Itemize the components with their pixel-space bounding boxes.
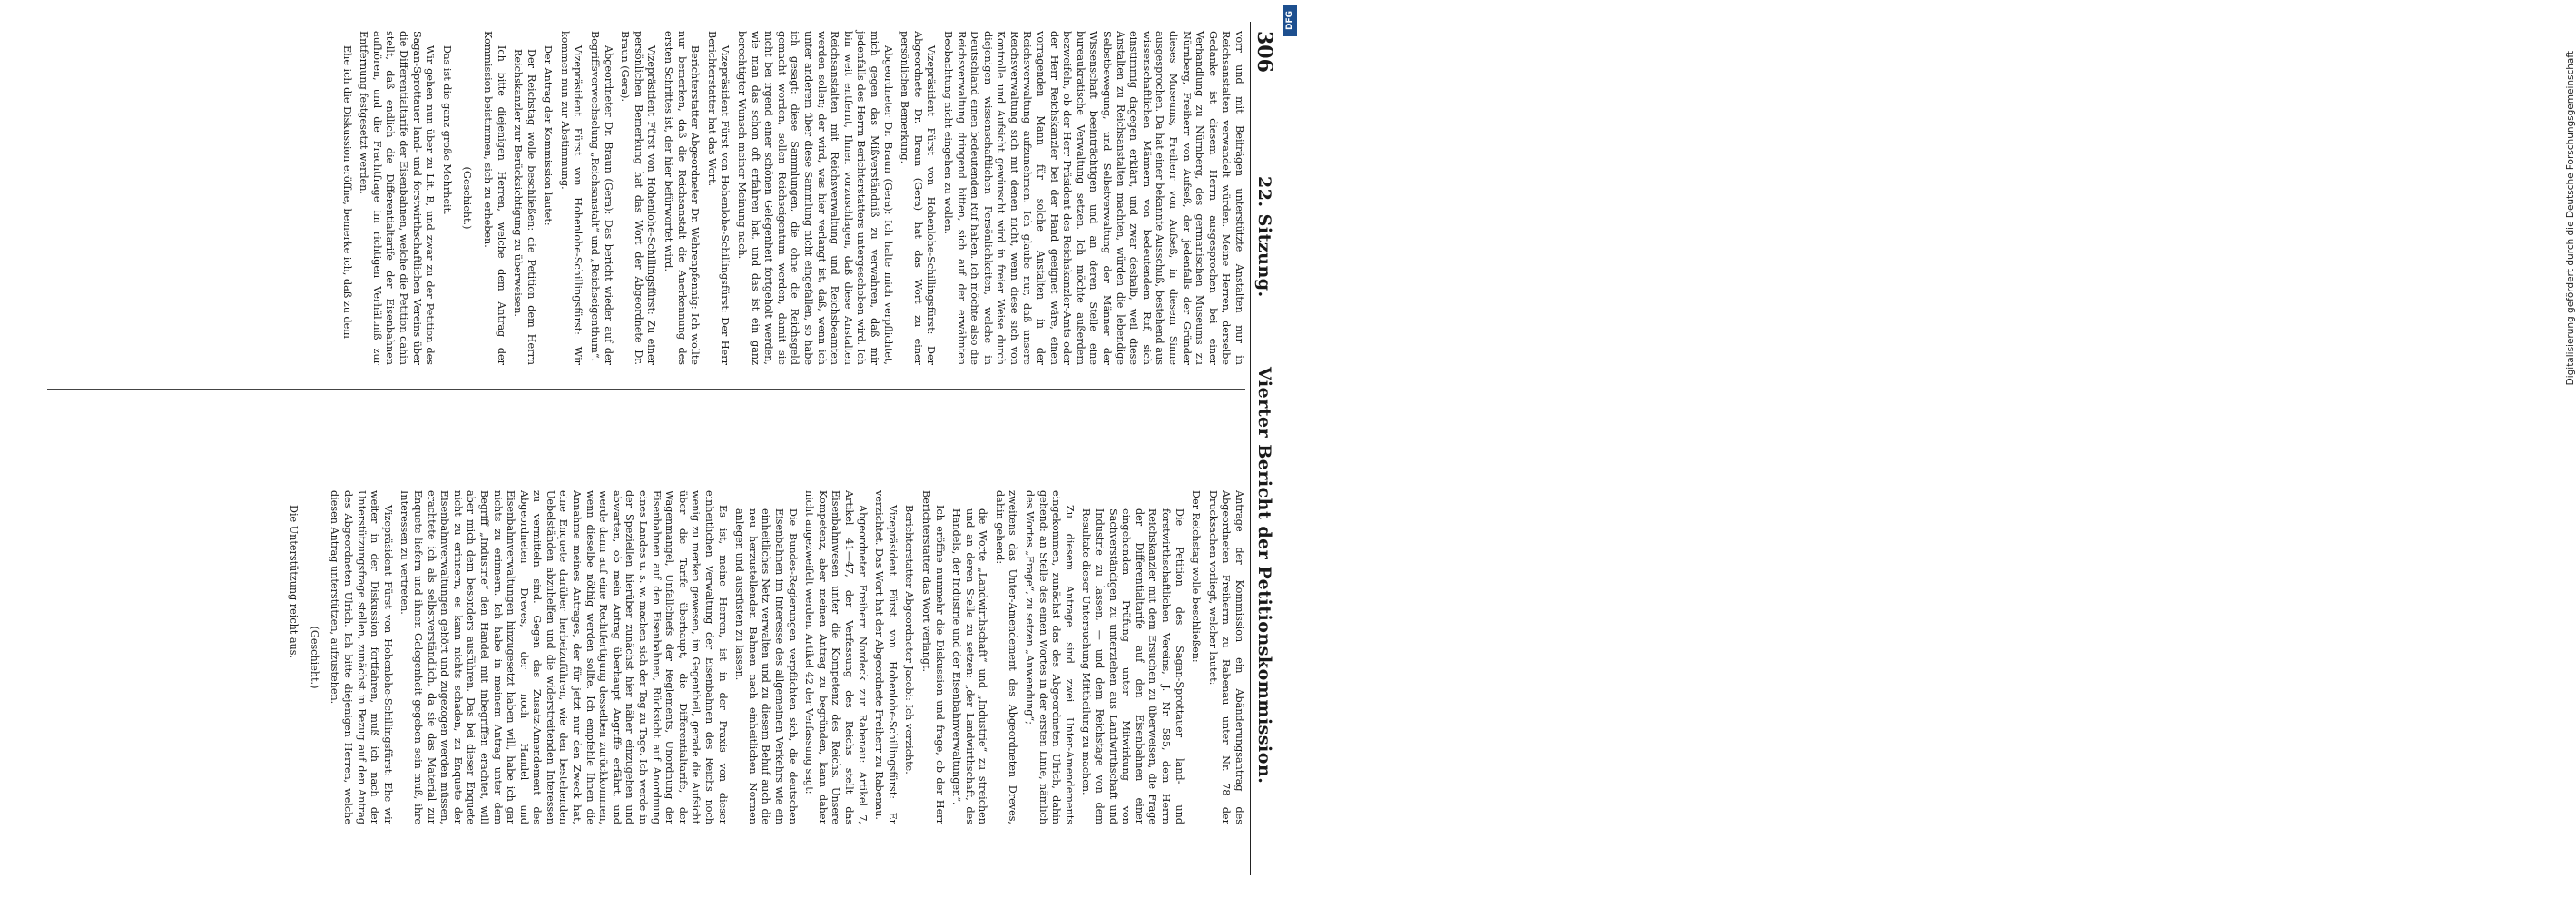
paragraph: Antrage der Kommission ein Abänderungsantrag des Abgeordneten Freiherrn zu Rabenau unter Nr. 78 der Drucksachen vorliegt, welcher lautet: xyxy=(1206,490,1245,824)
left-text-column xyxy=(38,31,1245,365)
paragraph: Die Unterstützung reicht aus. xyxy=(288,505,300,659)
paragraph: Vizepräsident Fürst von Hohenlohe-Schillingsfürst: Ehe wir weiter in der Diskussion fortfahren, muß ich nach der Unterstützungsfrage stellen, zunächst in Bezug auf den Antrag des Abgeordneten Ulrich. Ich bitte diejenigen Herren, welche diesen Antrag unterstützen, aufzustehen. xyxy=(329,490,394,824)
column-divider xyxy=(47,389,1245,390)
paragraph: Vizepräsident Fürst von Hohenlohe-Schillingsfürst: Zu einer persönlichen Bemerkung hat das Wort der Abgeordnete Dr. Braun (Gera). xyxy=(619,31,658,365)
paragraph: Ich eröffne nunmehr die Diskussion und frage, ob der Herr Berichterstatter das Wort verlangt. xyxy=(919,490,946,824)
motion-text: die Worte „Landwirthschaft“ und „Industrie“ zu streichen und an deren Stelle zu setzen: „der Landwirthschaft, des Handels, der Industrie und der Eisenbahnverwaltungen“. xyxy=(950,508,989,824)
paragraph: Wir gehen nun über zu Lit. B, und zwar zu der Petition des Sagan-Sprottauer land- und forstwirthschaftlichen Vereins über die Differentialtarife der Eisenbahnen, welche die Petition dahin stellt, daß endlich die Differentialtarife der Eisenbahnen aufhören, und die Frachtfrage im richtigen Verhältniß zur Entfernung festgesetzt werden. xyxy=(358,31,437,365)
paragraph: Ehe ich die Diskussion eröffne, bemerke ich, daß zu dem xyxy=(340,45,353,339)
page-header xyxy=(1250,22,1282,875)
paragraph: Abgeordneter Dr. Braun (Gera): Das bericht wieder auf der Begriffsverwechselung „Reichsanstalt“ und „Reichseigenthum“. xyxy=(589,31,615,365)
paragraph: Der Antrag der Kommission lautet: xyxy=(542,45,555,226)
paragraph: Berichterstatter Abgeordneter Jacobi: Ich verzichte. xyxy=(903,505,916,775)
paragraph: Es ist, meine Herren, ist in der Praxis von dieser einheitlichen Verwaltung der Eisenbahnen des Reichs noch wenig zu merken gewesen, im Gegentheil, gerade die Aufsicht über die Tarife überhaupt, die Differentialtarife, der Wagenmangel, Unfallchiefs der Reglements, Unordnung der Eisenbahnen auf den Eisenbahnen, Rücksicht auf Anordnung eines Landes u. s. w. machen sich der Tag zu Tage. Ich werde in der Speziellen hierüber zunächst hier näher einzugehen und abwarten, ob mein Antrag überhaupt Angriffe erfährt, und werde dann auf eine Rechtfertigung desselben zurückkommen, wenn dieselbe nöthig werden sollte. Ich empfehle Ihnen die Annahme meines Antrages, der für jetzt nur den Zweck hat, eine Enquete darüber herbeizuführen, wie den bestehenden Uebelständen abzuhelfen und die widerstreitenden Interessen zu vermitteln sind. Gegen das Zusatz-Amendement des Abgeordneten Dreves, der noch Handel und Eisenbahnverwaltungen hinzugesetzt haben will, habe ich gar nichts zu erinnern. Ich habe in meinem Antrag unter dem Begriff „Industrie“ den Handel mit inbegriffen erachtet, will aber mich dem besonders ausführen. Das bei dieser Enquete nicht zu erinnern, es kann nichts schaden, zu Enquete der Eisenbahnverwaltungen gehört und zugezogen werden müssen, erachtete ich als selbstverständlich, da sie das Material zur Enquete liefern und ihnen Gelegenheit gegeben sein muß, ihre Interessen zu vertreten. xyxy=(398,490,729,824)
paragraph: Das ist die ganz große Mehrheit. xyxy=(440,45,453,215)
page-number: 306 xyxy=(1253,31,1276,73)
paragraph: Berichterstatter Abgeordneter Dr. Wehrenpfennig: Ich wollte nur bemerken, daß die Reichsanstalt die Anerkennung des ersten Schrittes ist, der hier befürwortet wird. xyxy=(663,31,702,365)
session-label: 22. Sitzung. xyxy=(1254,176,1274,298)
paragraph: Vizepräsident Fürst von Hohenlohe-Schillingsfürst: Der Abgeordnete Dr. Braun (Gera) hat das Wort zu einer persönlichen Bemerkung. xyxy=(899,31,938,365)
paragraph: zweitens das Unter-Amendement des Abgeordneten Dreves, dahin gehend: xyxy=(993,490,1019,824)
paragraph: Zu diesem Antrage sind zwei Unter-Amendements eingekommen, zunächst das des Abgeordneten Ulrich, dahin gehend: an Stelle des einen Wortes in der ersten Linie, nämlich des Wortes „Frage“, zu setzen „Anwendung“; xyxy=(1024,490,1076,824)
motion-text: Die Petition des Sagan-Sprottauer land- und forstwirthschaftlichen Vereins, J. Nr. 585, dem Herrn Reichskanzler mit dem Ersuchen zu überweisen, die Frage der Differentialtarife auf den Eisenbahnen einer eingehenden Prüfung unter Mitwirkung von Sachverständigen zu unterziehen aus Landwirthschaft und Industrie zu lassen, — und dem Reichstage von dem Resultate dieser Untersuchung Mittheilung zu machen. xyxy=(1080,508,1185,824)
dfg-logo xyxy=(1283,5,1297,36)
paragraph: Ich bitte diejenigen Herren, welche dem Antrag der Kommission beistimmen, sich zu erheben. xyxy=(481,31,507,365)
paragraph: Vizepräsident Fürst von Hohenlohe-Schillingsfürst: Er verzichtet. Das Wort hat der Abgeordnete Freiherr zu Rabenau. xyxy=(873,490,899,824)
paragraph: Abgeordneter Dr. Braun (Gera): Ich halte mich verpflichtet, mich gegen das Mißverständniß zu verwahren, daß mir jedenfalls des Herrn Berichterstatters untergeschoben wird. Ich bin weit entfernt, Ihnen vorzuschlagen, daß diese Anstalten Reichsanstalten mit Reichsverwaltung und Reichsbeamten werden sollen; der wird, was hier verlangt ist, daß, wenn ich unter anderem über diese Sammlung nicht eingefallen, so habe ich gesagt: diese Sammlungen, die ohne die Reichsgeld gemacht worden, sollen Reichseigentum werden, damit sie nicht bei irgend einer schönen Gelegenheit fortgeholt werden, wie man das schon oft erfahren hat, und das ist ein ganz berechtigter Wunsch meiner Meinung nach. xyxy=(736,31,894,365)
paragraph: Abgeordneter Freiherr Nordeck zur Rabenau: Artikel 7, Artikel 41—47, der Verfassung des Reichs stellt das Eisenbahnwesen unter die Kompetenz des Reichs. Unsere Kompetenz, aber meinen Antrag zu begründen, kann daher nicht angezweifelt werden. Artikel 42 der Verfassung sagt: xyxy=(803,490,869,824)
motion-text: Die Bundes-Regierungen verpflichten sich, die deutschen Eisenbahnen im Interesse des allgemeinen Verkehrs wie ein einheitliches Netz verwalten und zu diesem Behuf auch die neu herzustellenden Bahnen nach einheitlichen Normen anlegen und ausrüsten zu lassen. xyxy=(733,508,799,824)
right-text-column xyxy=(38,490,1245,824)
running-title: Vierter Bericht der Petitionskommission. xyxy=(1254,367,1274,785)
paragraph: Vizepräsident Fürst von Hohenlohe-Schillingsfürst: Wir kommen nun zur Abstimmung. xyxy=(558,31,585,365)
dfg-logo-text: DFG xyxy=(1285,11,1294,31)
stage-direction: (Geschieht.) xyxy=(461,166,474,230)
stage-direction: (Geschieht.) xyxy=(308,626,320,689)
motion-text: Der Reichstag wolle beschließen: die Petition dem Herrn Reichskanzler zur Berücksichtigung zu überweisen. xyxy=(512,49,537,365)
paragraph: Vizepräsident Fürst von Hohenlohe-Schillingsfürst: Der Herr Berichterstatter hat das Wort. xyxy=(705,31,732,365)
paragraph: vorr und mit Beiträgen unterstützte Anstalten nur in Reichsanstalten verwandelt würden. Meine Herren, derselbe Gedanke ist diesem Herrn ausgesprochen bei einer Verhandlung zu Nürnberg, des germanischen Museums zu Nürnberg, Freiherr von Aufseß, der jedenfalls der Gründer dieses Museums, Freiherr von Aufseß, in diesem Sinne ausgesprochen. Da hat einer bekannte Ausschuß, bestehend aus wissenschaftlichen Männern von bedeutendem Ruf, sich einstimmig dagegen erklärt, und zwar deshalb, weil diese Anstalten zu Reichsanstalten machten, würden die lebendige Selbstbewegung, und Selbstverwaltung der Männer der Wissenschaft beeinträchtigen und an deren Stelle eine bureaukratische Verwaltung setzen. Ich möchte außerdem bezweifeln, ob der Herr Präsident des Reichskanzler-Amts oder der Herr Reichskanzler bei der Hand geeignet wäre, einen vorragenden Mann für solche Anstalten in der Reichsverwaltung aufzunehmen. Ich glaube nur, daß unsere Reichsverwaltung sich mit denen nicht, wenn diese sich von Kontrolle und Aufsicht gewünscht wird in freier Weise durch diejenigen wissenschaftlichen Persönlichkeiten, welche in Deutschland einen bedeutenden Ruf haben. Ich möchte also die Reichsverwaltung dringend bitten, sich auf der erwähnten Beobachtung nicht eingehen zu wollen. xyxy=(941,31,1245,365)
funding-note-text: Digitalisierung gefördert durch die Deutsche Forschungsgemeinschaft xyxy=(2565,51,2576,386)
paragraph: Der Reichstag wolle beschließen: xyxy=(1190,490,1203,663)
